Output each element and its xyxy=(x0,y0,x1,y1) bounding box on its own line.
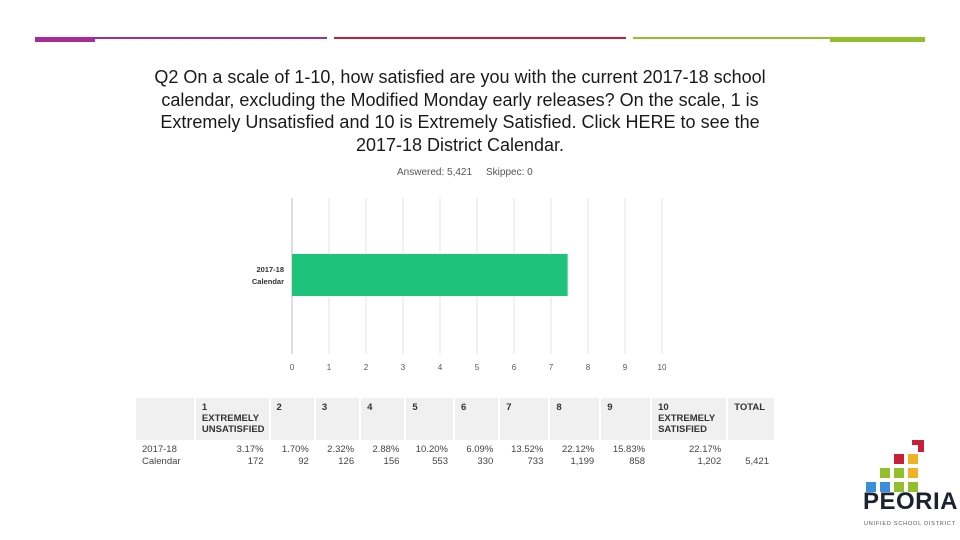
header-line: UNSATISFIED xyxy=(201,424,265,435)
accent-line-green xyxy=(633,37,830,39)
cell-count: 330 xyxy=(477,456,494,467)
cell-count: 126 xyxy=(338,456,355,467)
table-cell xyxy=(315,440,360,470)
table-cell xyxy=(270,440,315,470)
cell-percent: 10.20% xyxy=(415,444,448,455)
table-cell xyxy=(600,440,651,470)
cell-percent xyxy=(733,444,769,456)
x-tick-label: 10 xyxy=(657,363,667,372)
category-label: 2017-18 xyxy=(256,265,284,274)
cell-percent: 3.17% xyxy=(236,444,264,455)
cell-count: 858 xyxy=(629,456,646,467)
logo-block xyxy=(908,454,918,464)
logo-block xyxy=(894,454,904,464)
table-cell xyxy=(360,440,405,470)
cell-count: 1,199 xyxy=(570,456,595,467)
category-label: Calendar xyxy=(251,277,284,286)
peoria-subtitle: UNIFIED SCHOOL DISTRICT xyxy=(864,521,956,527)
bar xyxy=(292,254,568,296)
header-line: SATISFIED xyxy=(658,424,707,435)
header-line: TOTAL xyxy=(734,402,766,413)
results-table xyxy=(136,398,776,470)
cell-percent: 13.52% xyxy=(511,444,544,455)
x-tick-label: 7 xyxy=(548,363,554,372)
table-header-cell xyxy=(405,398,454,440)
x-tick-label: 1 xyxy=(326,363,332,372)
table-cell xyxy=(195,440,270,470)
peoria-wordmark: PEORIA xyxy=(863,488,959,515)
table-header-cell xyxy=(315,398,360,440)
table-cell xyxy=(727,440,775,470)
logo-block xyxy=(894,468,904,478)
x-tick-label: 2 xyxy=(363,363,369,372)
cell-percent: 2.88% xyxy=(372,444,400,455)
answered-count: Answered: 5,421 xyxy=(397,167,473,178)
cell-count: 156 xyxy=(383,456,400,467)
cell-percent: 15.83% xyxy=(612,444,646,455)
table-header-cell xyxy=(136,398,195,440)
table-header-cell xyxy=(454,398,499,440)
table-header-cell xyxy=(195,398,270,440)
header-line: 8 xyxy=(556,402,562,413)
row-label-line: Calendar xyxy=(142,456,181,467)
header-line: 6 xyxy=(461,402,467,413)
cell-percent: 1.70% xyxy=(281,444,309,455)
table-cell xyxy=(499,440,549,470)
table-header-cell xyxy=(727,398,775,440)
x-tick-label: 0 xyxy=(289,363,295,372)
logo-block xyxy=(912,440,924,445)
table-header-cell xyxy=(651,398,727,440)
x-tick-label: 9 xyxy=(622,363,628,372)
cell-count: 553 xyxy=(432,456,448,467)
logo-block xyxy=(908,468,918,478)
skipped-count: Skippec: 0 xyxy=(486,167,533,178)
header-line: 1 xyxy=(201,402,208,413)
table-cell xyxy=(454,440,499,470)
table-cell xyxy=(651,440,727,470)
peoria-logo-blocks xyxy=(860,440,950,492)
x-tick-label: 6 xyxy=(511,363,517,372)
table-row xyxy=(136,440,775,470)
x-tick-label: 8 xyxy=(585,363,591,372)
x-tick-label: 5 xyxy=(474,363,480,372)
x-tick-label: 4 xyxy=(437,363,443,372)
table-header-cell xyxy=(360,398,405,440)
header-line: 2 xyxy=(276,402,282,413)
cell-count: 5,421 xyxy=(745,456,769,467)
results-table-wrap xyxy=(136,398,776,470)
cell-count: 92 xyxy=(298,456,309,467)
table-cell xyxy=(405,440,454,470)
cell-count: 733 xyxy=(527,456,544,467)
cell-percent: 2.32% xyxy=(327,444,355,455)
header-line: 9 xyxy=(607,402,613,413)
row-label-line: 2017-18 xyxy=(142,444,177,455)
accent-line-red xyxy=(334,37,626,39)
cell-count: 172 xyxy=(247,456,264,467)
satisfaction-bar-chart xyxy=(230,190,690,380)
header-line: EXTREMELY xyxy=(658,413,716,424)
header-line: 3 xyxy=(321,402,328,413)
cell-percent: 22.12% xyxy=(561,444,595,455)
table-header-cell xyxy=(549,398,600,440)
logo-block xyxy=(880,468,890,478)
table-header-cell xyxy=(499,398,549,440)
header-line: EXTREMELY xyxy=(201,413,260,424)
cell-count: 1,202 xyxy=(697,456,722,467)
cell-percent: 22.17% xyxy=(689,444,722,455)
table-header-cell xyxy=(600,398,651,440)
row-label xyxy=(136,440,195,470)
question-title: Q2 On a scale of 1-10, how satisfied are you with the current 2017-18 school calendar, excluding the Modified Monday early releases? On the scale, 1 is Extremely Unsatisfied and 10 is Extremely Satisfied. Click HERE to see the 2017-18 District Calendar. xyxy=(154,67,766,155)
table-header-cell xyxy=(270,398,315,440)
header-line: 4 xyxy=(367,402,373,413)
header-line: 7 xyxy=(506,402,512,413)
header-line: 5 xyxy=(412,402,418,413)
accent-bar-purple-thick xyxy=(35,37,95,42)
x-tick-label: 3 xyxy=(400,363,406,372)
header-line: 10 xyxy=(658,402,669,413)
cell-percent: 6.09% xyxy=(466,444,494,455)
accent-line-purple xyxy=(95,37,327,39)
accent-bar-green-thick xyxy=(830,37,925,42)
table-cell xyxy=(549,440,600,470)
